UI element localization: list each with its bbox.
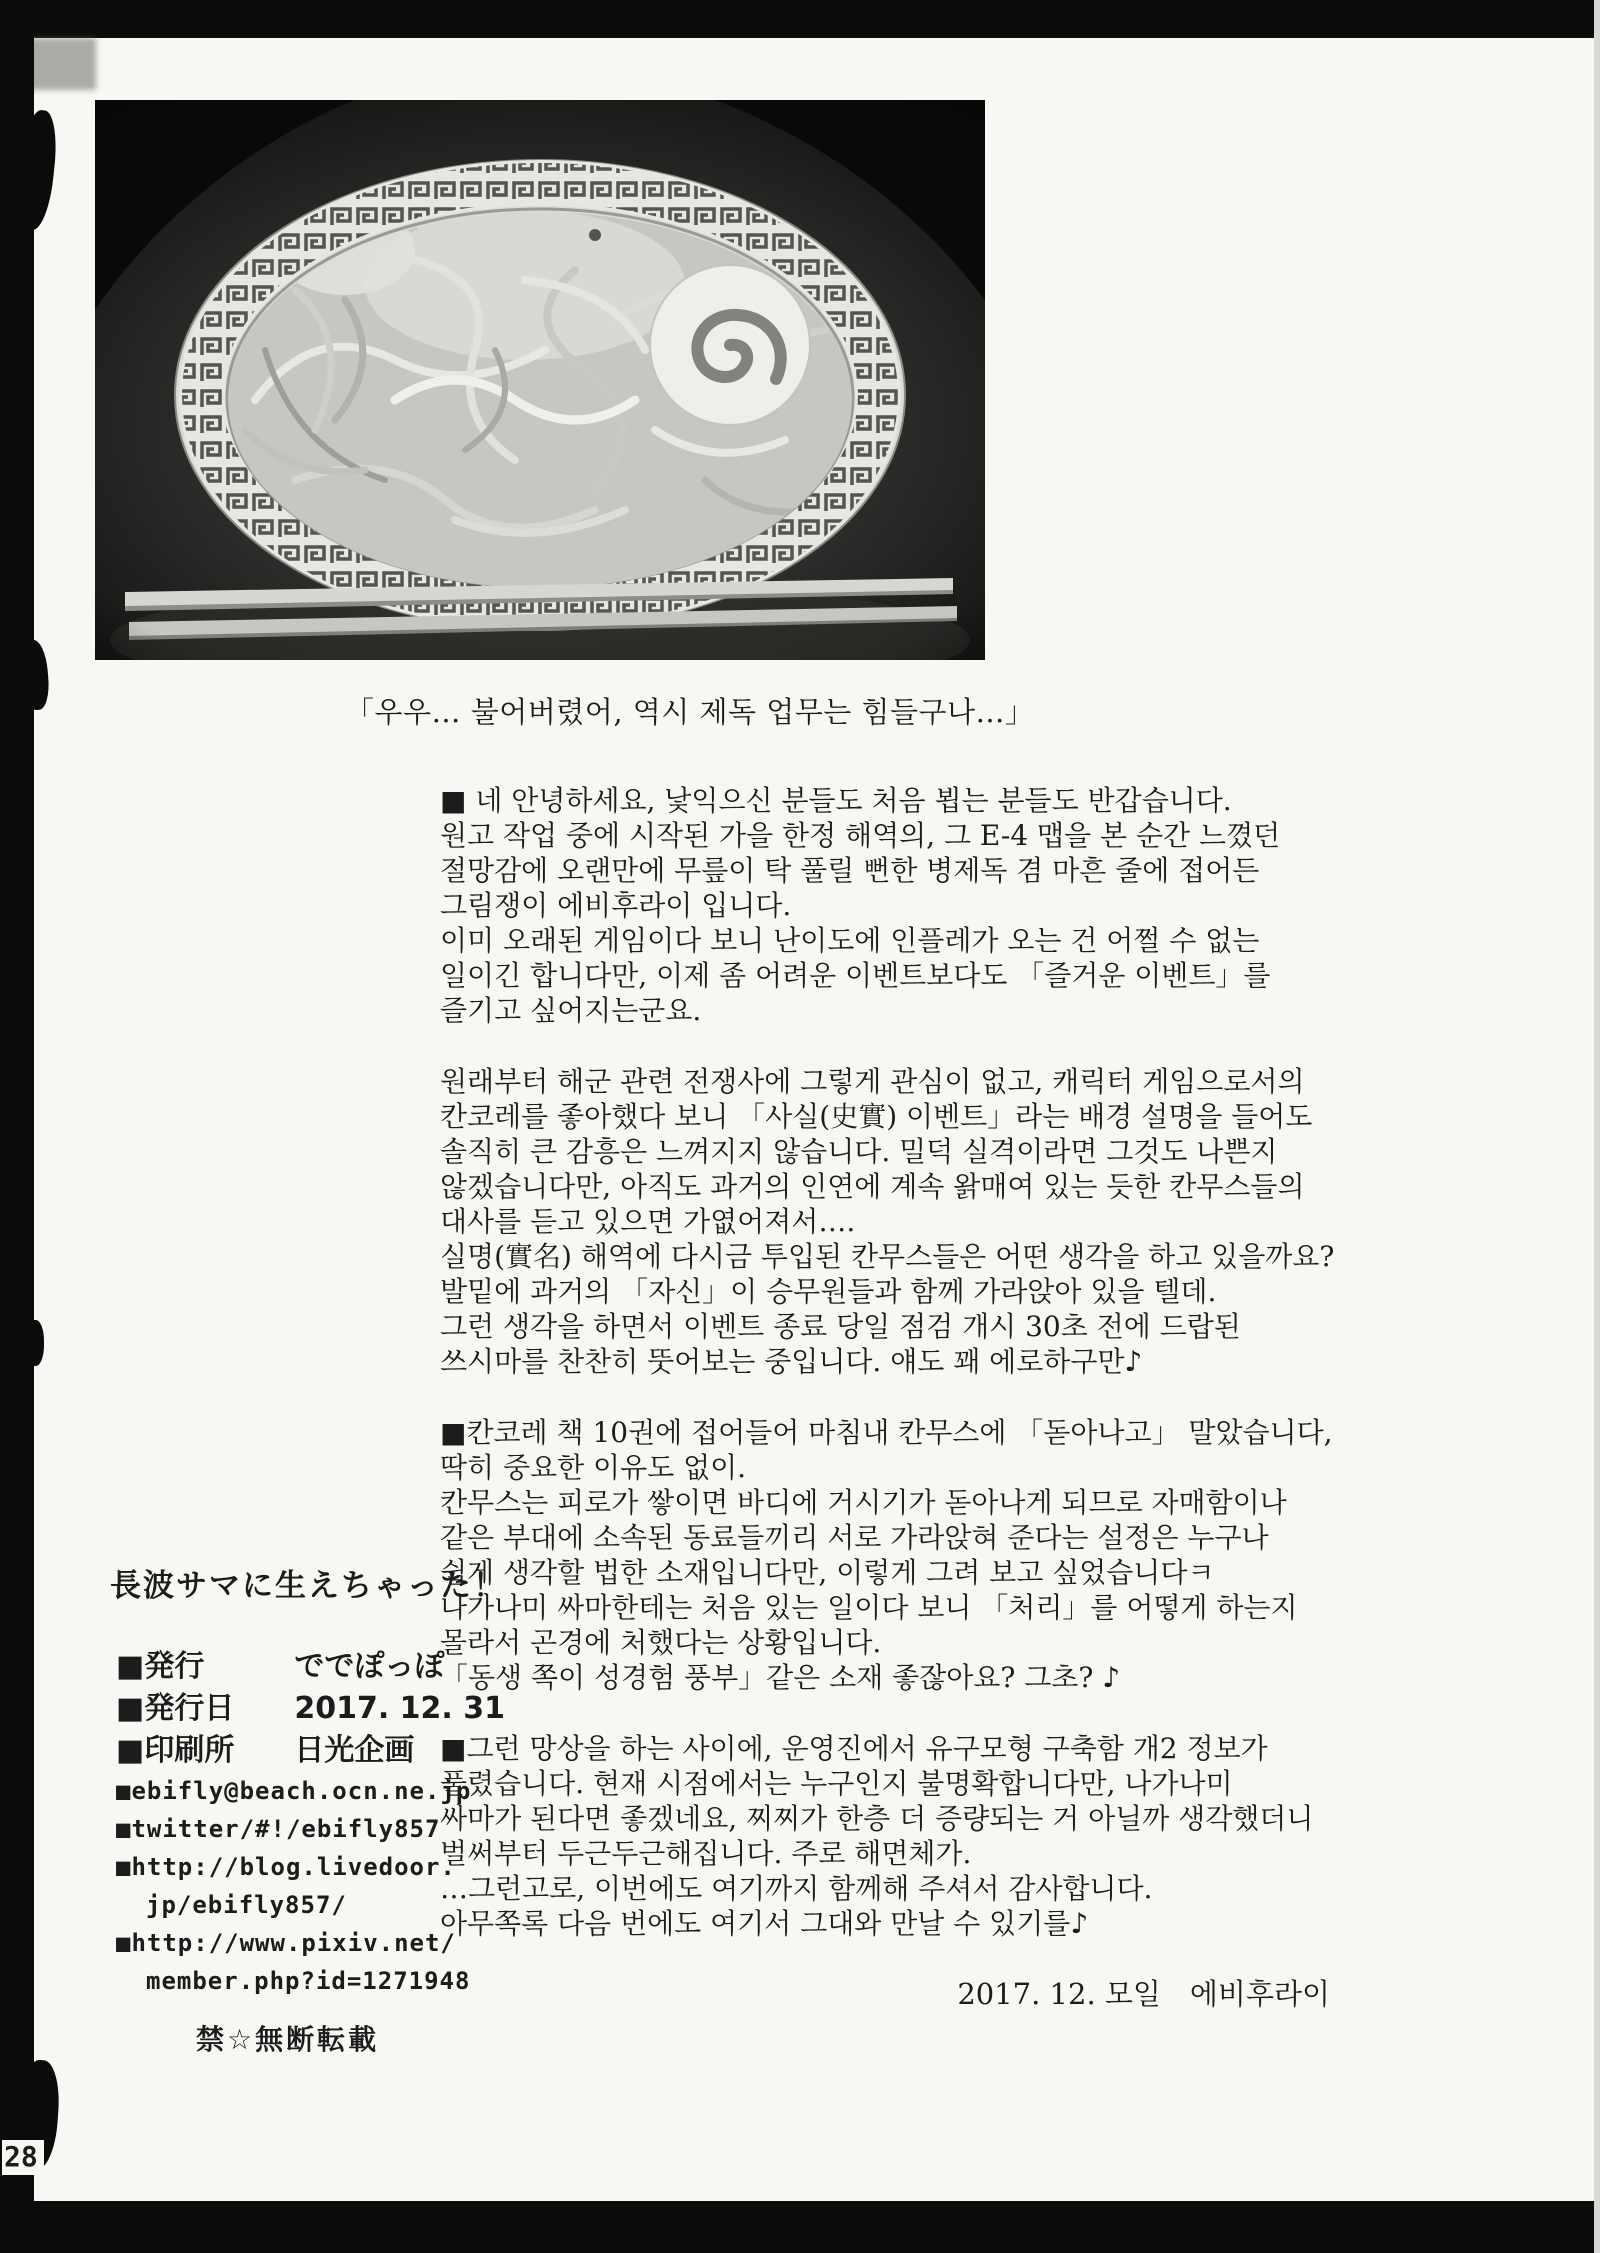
text-line: 칸코레를 좋아했다 보니 「사실(史實) 이벤트」라는 배경 설명을 들어도: [440, 1100, 1313, 1133]
afterword-paragraph: [440, 1415, 1515, 1695]
text-line: 나가나미 싸마한테는 처음 있는 일이다 보니 「처리」를 어떻게 하는지: [440, 1591, 1298, 1624]
afterword-paragraph: [440, 1064, 1515, 1379]
colophon-pixiv-url-continued: member.php?id=1271948: [146, 1967, 471, 1995]
text-line: ■그런 망상을 하는 사이에, 운영진에서 유구모형 구축함 개2 정보가: [440, 1732, 1268, 1765]
text-line: 칸무스는 피로가 쌓이면 바디에 거시기가 돋아나게 되므로 자매함이나: [440, 1486, 1287, 1519]
photo-vignette: [95, 100, 985, 660]
colophon-twitter: ■twitter/#!/ebifly857: [116, 1815, 441, 1843]
text-line: 실명(實名) 해역에 다시금 투입된 칸무스들은 어떤 생각을 하고 있을까요?: [440, 1240, 1335, 1273]
scan-edge-top: [0, 0, 1600, 38]
colophon-blog-url-continued: jp/ebifly857/: [146, 1891, 347, 1919]
noodle-bowl-illustration: [95, 100, 985, 660]
colophon-email: ■ebifly@beach.ocn.ne.jp: [116, 1777, 472, 1805]
text-line: 쓰시마를 찬찬히 뚯어보는 중입니다. 얘도 꽤 에로하구만♪: [440, 1345, 1143, 1378]
text-line: 않겠습니다만, 아직도 과거의 인연에 계속 왉매여 있는 듯한 칸무스들의: [440, 1170, 1305, 1203]
scan-blot: [26, 1320, 44, 1366]
text-line: 몰라서 곤경에 처했다는 상황입니다.: [440, 1626, 882, 1659]
text-line: 원고 작업 중에 시작된 가을 한정 해역의, 그 E-4 맵을 본 순간 느꼈던: [440, 819, 1281, 852]
afterword-paragraph: [440, 1731, 1515, 1941]
text-line: 대사를 듣고 있으면 가엾어져서….: [440, 1205, 856, 1238]
book-title: 長波サマに生えちゃった！: [110, 1568, 506, 1604]
colophon-blog-url: ■http://blog.livedoor.: [116, 1853, 456, 1881]
text-line: 벌써부터 두근두근해집니다. 주로 해면체가.: [440, 1837, 972, 1870]
text-line: 아무쪽록 다음 번에도 여기서 그대와 만날 수 있기를♪: [440, 1907, 1089, 1940]
afterword-paragraph: [440, 783, 1515, 1028]
text-line: 절망감에 오랜만에 무릎이 탁 풀릴 뻔한 병제독 겸 마흔 줄에 접어든: [440, 854, 1260, 887]
colophon-publish-date: ■発行日 2017. 12. 31: [116, 1691, 506, 1726]
afterword-text: [440, 783, 1515, 2012]
text-line: 같은 부대에 소속된 동료들끼리 서로 가라앉혀 준다는 설정은 누구나: [440, 1521, 1269, 1554]
text-line: 원래부터 해군 관련 전쟁사에 그렇게 관심이 없고, 캐릭터 게임으로서의: [440, 1065, 1305, 1098]
text-line: 그런 생각을 하면서 이벤트 종료 당일 점검 개시 30초 전에 드랍된: [440, 1310, 1241, 1343]
text-line: 일이긴 합니다만, 이제 좀 어려운 이벤트보다도 「즐거운 이벤트」를: [440, 959, 1271, 992]
colophon-block: [116, 1646, 505, 2000]
date-signature: 2017. 12. 모일 에비후라이: [957, 1977, 1330, 2011]
text-line: 즐기고 싶어지는군요.: [440, 994, 702, 1027]
colophon-pixiv-url: ■http://www.pixiv.net/: [116, 1929, 456, 1957]
scan-edge-left: [0, 0, 34, 2253]
text-line: 싸마가 된다면 좋겠네요, 찌찌가 한층 더 증량되는 거 아닐까 생각했더니: [440, 1802, 1314, 1835]
text-line: 쉽게 생각할 법한 소재입니다만, 이렇게 그려 보고 싶었습니다ㅋ: [440, 1556, 1215, 1589]
text-line: ■칸코레 책 10권에 접어들어 마침내 칸무스에 「돋아나고」 말았습니다,: [440, 1416, 1333, 1449]
text-line: 그림쟁이 에비후라이 입니다.: [440, 889, 792, 922]
scan-edge-right: [1594, 0, 1600, 2253]
text-line: …그런고로, 이번에도 여기까지 함께해 주셔서 감사합니다.: [440, 1872, 1153, 1905]
text-line: 풀렸습니다. 현재 시점에서는 누구인지 불명확합니다만, 나가나미: [440, 1767, 1233, 1800]
text-line: ■ 네 안녕하세요, 낯익으신 분들도 처음 뵙는 분들도 반갑습니다.: [440, 784, 1232, 817]
colophon-printer: ■印刷所 日光企画: [116, 1733, 415, 1768]
text-line: 솔직히 큰 감흥은 느껴지지 않습니다. 밀덕 실격이라면 그것도 나쁜지: [440, 1135, 1278, 1168]
scan-edge-bottom: [0, 2201, 1600, 2253]
no-reproduction-notice: 禁☆無断転載: [196, 2023, 380, 2056]
page-number: 28: [2, 2140, 44, 2175]
text-line: 이미 오래된 게임이다 보니 난이도에 인플레가 오는 건 어쩔 수 없는: [440, 924, 1260, 957]
photo-caption: 「우우… 불어버렸어, 역시 제독 업무는 힘들구나…」: [345, 695, 1035, 729]
text-line: 발밑에 과거의 「자신」이 승무원들과 함께 가라앉아 있을 텔데.: [440, 1275, 1217, 1308]
text-line: 「동생 쪽이 성경험 풍부」같은 소재 좋잖아요? 그초? ♪: [440, 1661, 1121, 1694]
text-line: 딱히 중요한 이유도 없이.: [440, 1451, 747, 1484]
colophon-publisher: ■発行 ででぽっぽ: [116, 1649, 445, 1684]
noodle-bowl-photo: [95, 100, 985, 660]
